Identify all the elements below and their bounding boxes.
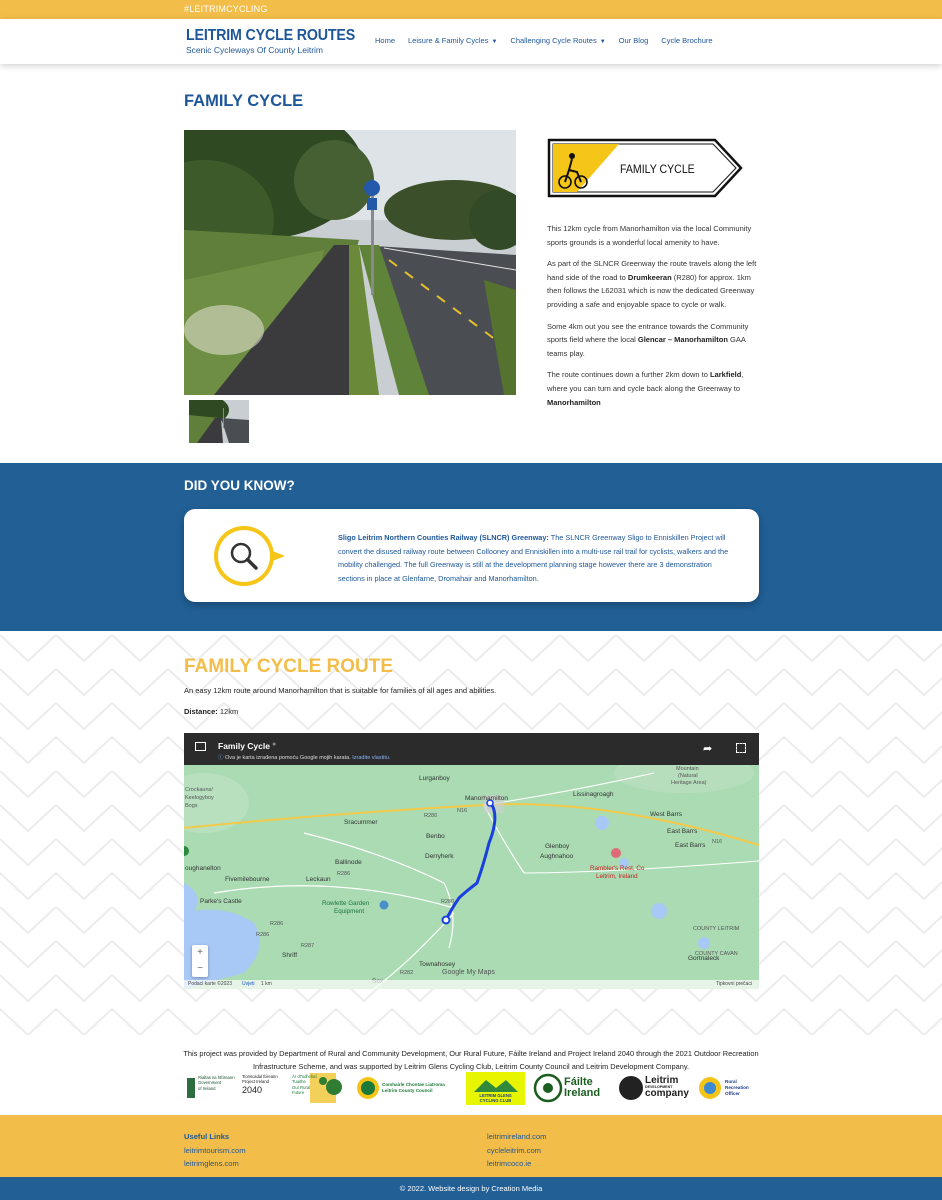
leitrim-county-council-logo <box>382 1082 445 1094</box>
fullscreen-icon[interactable] <box>736 743 746 753</box>
zoom-in-button[interactable]: + <box>197 947 203 958</box>
desc-paragraph-3 <box>547 320 759 361</box>
failte-ireland-logo <box>564 1077 600 1099</box>
map-label-r280-1: R280 <box>424 813 438 819</box>
map-label-ramblers-1[interactable]: Rambler's Rest, Co <box>590 865 645 872</box>
gov-line-2: Government <box>198 1080 222 1086</box>
map-scale: 1 km <box>261 981 272 987</box>
map-data-copyright: Podaci karte ©2023 <box>188 981 232 987</box>
map-footer <box>184 980 759 989</box>
dyk-lead: Sligo Leitrim Northern Counties Railway (SLNCR) Greenway: <box>338 533 549 542</box>
pi-line-2: Project Ireland <box>242 1079 269 1085</box>
nav-challenging[interactable] <box>510 36 605 45</box>
funding-credits: This project was provided by Department of Rural and Community Development, Our Rural Future, Fáilte Ireland and Project Ireland 2040 through the 2021 Outdoor Recreation Infrastructure Scheme, and was supported by Leitrim Glens Cycling Club, Leitrim County Council and Leitrim Development Company. <box>183 1049 759 1072</box>
p2-bold-drumkeeran: Drumkeeran <box>627 272 672 282</box>
map-label-townahosey: Townahosey <box>419 961 456 968</box>
map-label-west-barrs: West Barrs <box>650 811 683 818</box>
footer-link-cycleleitrim[interactable]: cycleleitrim.com <box>487 1146 542 1155</box>
p4-text-c: , where you can turn and cycle back along the Greenway to <box>547 370 744 393</box>
map-label-glenboy: Glenboy <box>545 843 570 850</box>
map-info-link[interactable]: Izradite vlastitu. <box>352 755 391 761</box>
footer-link-leitrimireland[interactable]: leitrimireland.com <box>487 1132 547 1141</box>
leitrim-development-company-logo <box>645 1076 689 1098</box>
sign-text: FAMILY CYCLE <box>620 162 695 176</box>
chevron-down-icon: ▼ <box>599 39 606 45</box>
dyk-body: The SLNCR Greenway Sligo to Enniskillen Project will convert the disused railway route between Collooney and Enniskillen into a multi-use rail trail for cyclists, walkers and the mobility challenged. The full Greenway is still at the development planning stage however there are 3 demonstration sections in place at Glenfarne, Dromahair and Manorhamilton. <box>338 533 729 583</box>
desc-paragraph-1: This 12km cycle from Manorhamilton via the local Community sports grounds is a wonderful local amenity to have. <box>547 224 752 247</box>
map-zoom-control <box>192 945 208 977</box>
top-bar <box>0 0 942 19</box>
ldc-line-2: DEVELOPMENT <box>645 1085 673 1089</box>
rural-line-2: Tuaithe <box>292 1079 306 1085</box>
map-label-r286-2: R286 <box>270 921 284 927</box>
desc-paragraph-4 <box>547 368 759 409</box>
map-label-fivemilebourne: Fivemilebourne <box>225 876 270 883</box>
map-keyboard-shortcuts[interactable]: Tipkovni prečaci <box>716 981 752 987</box>
page-title: FAMILY CYCLE <box>184 92 304 110</box>
route-distance <box>184 707 238 716</box>
council-line-1: Comhairle Chontae Liatroma <box>382 1082 445 1087</box>
council-line-2: Leitrim County Council <box>382 1088 433 1093</box>
logo-title[interactable]: LEITRIM CYCLE ROUTES <box>186 27 356 44</box>
site-header <box>0 19 942 64</box>
rural-line-1: Ár dTodhchaí <box>292 1074 317 1079</box>
map-label-sracummer: Sracummer <box>344 819 378 826</box>
our-rural-future-logo <box>292 1074 317 1096</box>
map-label-gortnaleck: Gortnaleck <box>688 955 720 962</box>
nav-brochure[interactable]: Cycle Brochure <box>661 36 713 45</box>
route-intro: An easy 12km route around Manorhamilton that is suitable for families of all ages and abilities. <box>184 686 497 695</box>
map-label-n16-2: N16 <box>712 839 723 845</box>
partner-logos <box>184 1072 759 1106</box>
gallery-thumbnail[interactable] <box>189 400 249 443</box>
map-label-natural: (Natural <box>678 773 698 779</box>
copyright-bar <box>0 1177 942 1200</box>
map-label-ballinode: Ballinode <box>335 859 362 866</box>
map-info-body: Ova je karta izrađena pomoću Google mojih karata. <box>225 755 351 761</box>
rro-line-2: Recreation <box>725 1085 749 1090</box>
map-header-bar <box>184 733 759 765</box>
map-label-loughanelton: oughanelton <box>185 865 221 872</box>
p3-bold-glencar: Glencar – Manorhamilton <box>637 335 728 345</box>
gov-ireland-logo <box>198 1075 235 1091</box>
useful-links-title: Useful Links <box>184 1132 230 1141</box>
map-label-leckaun: Leckaun <box>306 876 331 883</box>
map-label-benbo: Benbo <box>426 833 445 840</box>
map-label-aughnahoo: Aughnahoo <box>540 853 574 860</box>
map-label-bogs: Bogs <box>185 803 198 809</box>
map-label-r286-1: R286 <box>337 871 351 877</box>
share-icon[interactable]: ➦ <box>703 743 713 755</box>
map-label-east-barrs-2: East Barrs <box>675 842 706 849</box>
map-label-keelogyboy: Keelogyboy <box>185 795 214 801</box>
main-nav <box>375 36 713 45</box>
p2-text-a: As part of the SLNCR Greenway the route travels along the left hand side of the road to <box>547 259 757 282</box>
info-icon: ⓘ <box>218 755 226 761</box>
map-info-text <box>218 753 390 761</box>
map-label-lurganboy: Lurganboy <box>419 775 450 782</box>
map-label-lissinagroagh: Lissinagroagh <box>573 791 614 798</box>
distance-label: Distance: <box>184 707 218 716</box>
p4-bold-larkfield: Larkfield <box>710 370 742 380</box>
rro-line-1: Rural <box>725 1079 737 1084</box>
map-label-r280-2: R280 <box>441 899 455 905</box>
rural-recreation-officer-logo <box>725 1079 749 1097</box>
rro-line-3: Officer <box>725 1091 740 1096</box>
footer-link-leitrimcoco[interactable]: leitrimcoco.ie <box>487 1159 532 1168</box>
failte-line-2: Ireland <box>564 1087 601 1099</box>
greenway-photo[interactable] <box>184 130 516 395</box>
map-label-ramblers-2[interactable]: Leitrim, Ireland <box>596 873 638 880</box>
pi-line-3: 2040 <box>242 1084 263 1095</box>
ldc-line-1: Leitrim <box>645 1075 679 1086</box>
magnifier-icon <box>212 524 288 588</box>
map-label-heritage-area: Heritage Area) <box>671 780 707 786</box>
map-label-mountain: Mountain <box>676 766 699 772</box>
nav-leisure-family[interactable] <box>408 36 497 45</box>
map-label-manorhamilton: Manorhamilton <box>465 795 508 802</box>
copyright-text: © 2022. Website design by Creation Media <box>399 1184 543 1193</box>
map-label-r282: R282 <box>400 970 414 976</box>
route-description <box>547 222 759 417</box>
map-title[interactable]: Family Cycle <box>218 741 270 751</box>
pi-line-1: Tionscadal Éireann <box>242 1074 278 1079</box>
map-label-r286-3: R286 <box>256 932 270 938</box>
project-ireland-logo <box>242 1074 278 1095</box>
embedded-map[interactable] <box>184 733 759 989</box>
chevron-down-icon: ▼ <box>491 39 498 45</box>
rural-line-4: Future <box>292 1090 305 1096</box>
map-label-county-leitrim: COUNTY LEITRIM <box>693 926 740 932</box>
route-title: FAMILY CYCLE ROUTE <box>184 656 394 677</box>
footer-link-leitrimtourism[interactable]: leitrimtourism.com <box>184 1146 246 1155</box>
p2-text-c: (R280) for approx. 1km then follows the L62031 which is now the dedicated Greenway providing a safe and enjoyable space to cycle or walk. <box>547 272 755 309</box>
map-label-shriff: Shriff <box>282 952 298 959</box>
map-label-rowlette-1[interactable]: Rowlette Garden <box>322 900 370 907</box>
google-my-maps-logo: Google My Maps <box>442 969 495 976</box>
p4-text-a: The route continues down a further 2km down to <box>547 370 711 380</box>
nav-challenging-label: Challenging Cycle Routes <box>510 36 597 45</box>
footer-link-leitrimglens[interactable]: leitrimglens.com <box>184 1159 239 1168</box>
map-label-parkes-castle[interactable]: Parke's Castle <box>200 898 242 905</box>
map-label-derryherk: Derryherk <box>425 853 454 860</box>
map-sidebar-icon[interactable] <box>195 742 206 751</box>
distance-value: 12km <box>217 707 239 716</box>
p3-text-a: Some 4km out you see the entrance towards the Community sports field where the local <box>547 321 749 345</box>
failte-line-1: Fáilte <box>564 1076 593 1088</box>
ldc-line-3: company <box>645 1088 689 1099</box>
nav-blog[interactable]: Our Blog <box>618 36 649 45</box>
did-you-know-text <box>338 531 738 585</box>
nav-home[interactable]: Home <box>375 36 396 45</box>
map-star-icon[interactable]: ● <box>272 741 277 748</box>
nav-leisure-family-label: Leisure & Family Cycles <box>408 36 489 45</box>
gov-line-3: of Ireland <box>198 1085 216 1091</box>
club-line-1: LEITRIM GLENS <box>479 1093 512 1098</box>
map-label-n16-1: N16 <box>457 808 468 814</box>
map-label-crockauns: Crockauns/ <box>185 787 213 793</box>
gov-line-1: Rialtas na hÉireann <box>198 1075 235 1080</box>
map-label-rowlette-2[interactable]: Equipment <box>334 908 365 915</box>
leitrim-glens-cycling-club-logo <box>466 1093 525 1103</box>
zoom-out-button[interactable]: − <box>197 963 203 974</box>
map-label-r287: R287 <box>301 943 315 949</box>
map-label-county-cavan: COUNTY CAVAN <box>695 951 738 957</box>
footer-links-area <box>0 1115 942 1177</box>
family-cycle-sign <box>547 138 743 198</box>
p3-text-c: GAA teams play. <box>547 335 746 358</box>
logo-subtitle[interactable]: Scenic Cycleways Of County Leitrim <box>186 45 323 55</box>
rural-line-3: Our Rural <box>292 1084 311 1090</box>
did-you-know-title: DID YOU KNOW? <box>184 478 295 493</box>
desc-paragraph-2 <box>547 257 759 311</box>
club-line-2: CYCLING CLUB <box>479 1098 512 1103</box>
map-terms-link[interactable]: Uvjeti <box>242 981 255 987</box>
map-label-east-barrs-1: East Barrs <box>667 828 698 835</box>
p4-bold-manorhamilton: Manorhamilton <box>547 397 601 407</box>
hashtag-link[interactable]: #LEITRIMCYCLING <box>184 4 268 14</box>
